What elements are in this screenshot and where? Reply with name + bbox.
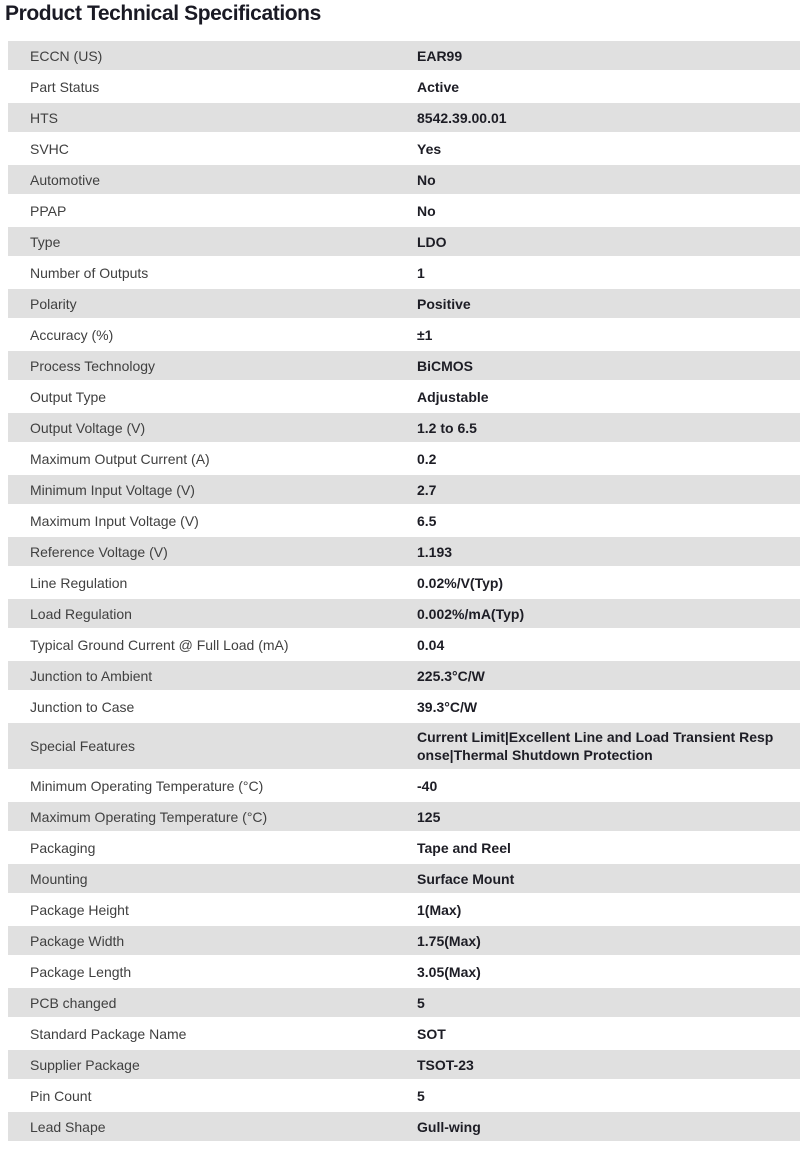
spec-label: Package Height [30, 901, 129, 918]
spec-value: 6.5 [417, 512, 437, 529]
spec-label: Pin Count [30, 1087, 92, 1104]
spec-label: Minimum Operating Temperature (°C) [30, 777, 264, 794]
spec-label: Mounting [30, 870, 88, 887]
spec-row [8, 537, 800, 566]
spec-label: Accuracy (%) [30, 326, 114, 343]
spec-row [8, 41, 800, 70]
spec-row [8, 723, 800, 769]
spec-row [8, 802, 800, 831]
spec-value: 0.04 [417, 636, 445, 653]
spec-label: Automotive [30, 171, 101, 188]
spec-value: 8542.39.00.01 [417, 109, 507, 126]
spec-value: No [417, 202, 436, 219]
spec-label: Maximum Operating Temperature (°C) [30, 808, 268, 825]
spec-value: No [417, 171, 436, 188]
spec-row [8, 771, 800, 800]
spec-label: PPAP [30, 202, 67, 219]
spec-row [8, 506, 800, 535]
spec-label: Line Regulation [30, 574, 128, 591]
spec-label: Junction to Ambient [30, 667, 153, 684]
spec-row [8, 957, 800, 986]
spec-value: LDO [417, 233, 447, 250]
spec-value: 5 [417, 994, 425, 1011]
spec-value: Yes [417, 140, 442, 157]
spec-row [8, 351, 800, 380]
spec-row [8, 289, 800, 318]
spec-value: 125 [417, 808, 441, 825]
spec-value: Adjustable [417, 388, 489, 405]
spec-value: -40 [417, 777, 438, 794]
spec-label: Output Voltage (V) [30, 419, 146, 436]
spec-row [8, 196, 800, 225]
spec-value: EAR99 [417, 47, 463, 64]
spec-row [8, 165, 800, 194]
spec-label: Maximum Input Voltage (V) [30, 512, 199, 529]
spec-label: HTS [30, 109, 58, 126]
spec-label: Polarity [30, 295, 77, 312]
spec-label: Process Technology [30, 357, 156, 374]
spec-row [8, 988, 800, 1017]
spec-row [8, 444, 800, 473]
spec-label: SVHC [30, 140, 69, 157]
spec-row [8, 661, 800, 690]
spec-row [8, 864, 800, 893]
spec-label: Package Length [30, 963, 132, 980]
spec-value: Gull-wing [417, 1118, 481, 1135]
spec-row [8, 320, 800, 349]
spec-value: 0.002%/mA(Typ) [417, 605, 525, 622]
spec-table [8, 41, 800, 1141]
spec-label: Minimum Input Voltage (V) [30, 481, 195, 498]
page-title: Product Technical Specifications [5, 2, 321, 25]
spec-value: Active [417, 78, 460, 95]
spec-label: Special Features [30, 738, 136, 754]
spec-value: Current Limit|Excellent Line and Load Transient Response|Thermal Shutdown Protection [417, 729, 774, 763]
spec-value: 0.02%/V(Typ) [417, 574, 504, 591]
spec-row [8, 1081, 800, 1110]
spec-row [8, 1112, 800, 1141]
spec-row [8, 1019, 800, 1048]
spec-value: Positive [417, 295, 471, 312]
spec-label: Package Width [30, 932, 125, 949]
spec-label: Maximum Output Current (A) [30, 450, 210, 467]
spec-value: 225.3°C/W [417, 667, 485, 684]
spec-row [8, 258, 800, 287]
spec-label: Type [30, 233, 61, 250]
spec-value: ±1 [417, 326, 433, 343]
spec-value: Tape and Reel [417, 839, 511, 856]
spec-row [8, 599, 800, 628]
spec-label: Standard Package Name [30, 1025, 187, 1042]
spec-value: TSOT-23 [417, 1056, 474, 1073]
spec-row [8, 630, 800, 659]
spec-row [8, 103, 800, 132]
spec-value: 1(Max) [417, 901, 462, 918]
spec-value: 1.75(Max) [417, 932, 481, 949]
spec-row [8, 833, 800, 862]
spec-row [8, 568, 800, 597]
spec-value: 5 [417, 1087, 425, 1104]
spec-value: 39.3°C/W [417, 698, 478, 715]
spec-value: Surface Mount [417, 870, 515, 887]
spec-label: Number of Outputs [30, 264, 149, 281]
spec-label: Output Type [30, 388, 107, 405]
spec-row [8, 692, 800, 721]
spec-row [8, 475, 800, 504]
spec-row [8, 895, 800, 924]
spec-label: Part Status [30, 78, 100, 95]
spec-row [8, 926, 800, 955]
spec-row [8, 134, 800, 163]
spec-row [8, 227, 800, 256]
spec-row [8, 72, 800, 101]
spec-row [8, 1050, 800, 1079]
spec-label: Load Regulation [30, 605, 132, 622]
spec-value: 0.2 [417, 450, 437, 467]
spec-label: Supplier Package [30, 1056, 140, 1073]
spec-label: Lead Shape [30, 1118, 106, 1135]
spec-row [8, 413, 800, 442]
spec-value: SOT [417, 1025, 446, 1042]
spec-label: ECCN (US) [30, 47, 103, 64]
spec-value: BiCMOS [417, 357, 473, 374]
spec-label: Packaging [30, 839, 96, 856]
spec-value: 2.7 [417, 481, 437, 498]
spec-value: 1 [417, 264, 425, 281]
spec-value: 1.2 to 6.5 [417, 419, 477, 436]
spec-value: 1.193 [417, 543, 453, 560]
spec-row [8, 382, 800, 411]
spec-value: 3.05(Max) [417, 963, 481, 980]
spec-label: Junction to Case [30, 698, 135, 715]
spec-label: Typical Ground Current @ Full Load (mA) [30, 636, 289, 653]
spec-label: PCB changed [30, 994, 117, 1011]
spec-label: Reference Voltage (V) [30, 543, 168, 560]
